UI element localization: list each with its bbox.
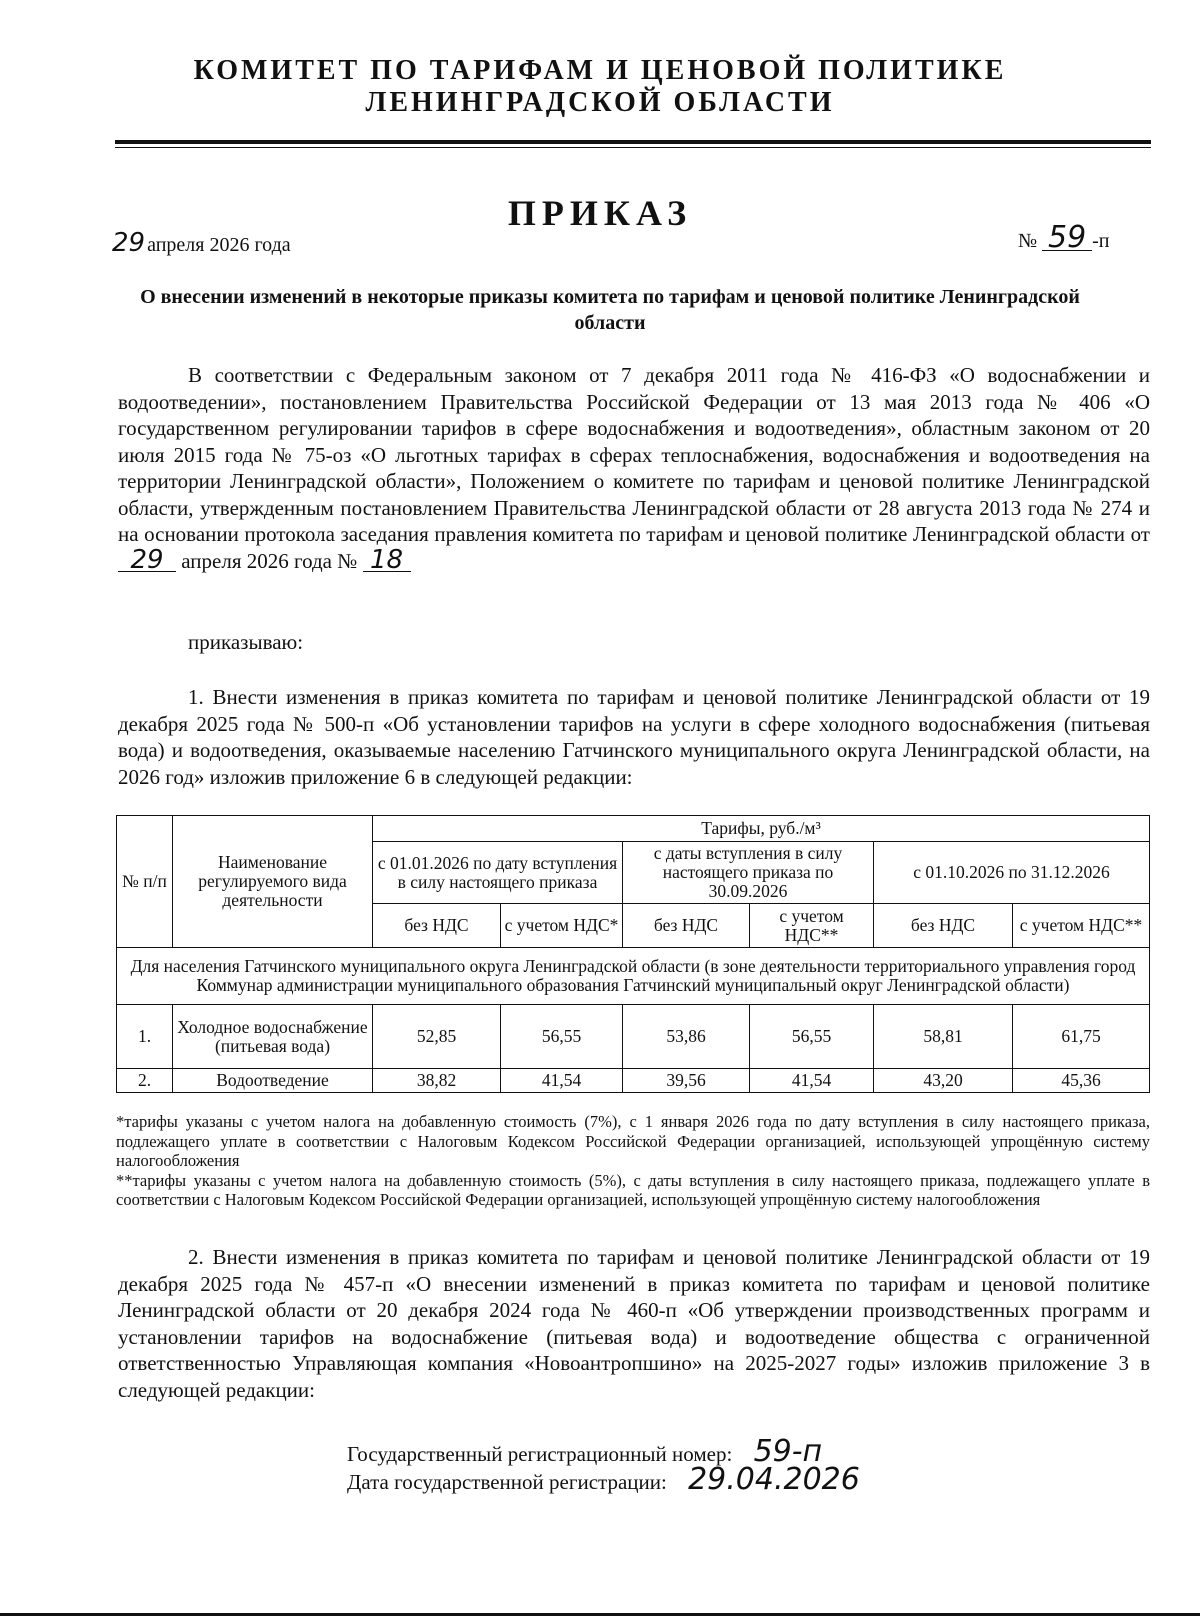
table-footnotes [116,1112,1150,1210]
tariff-value: 58,81 [874,1005,1013,1069]
registration-number-label: Государственный регистрационный номер: [347,1442,733,1466]
table-row [117,1069,1150,1093]
period-3: с 01.10.2026 по 31.12.2026 [874,842,1150,904]
protocol-day: 29 [118,549,176,572]
preamble-text: В соответствии с Федеральным законом от 7 декабря 2011 года № 416-ФЗ «О водоснабжении и водоотведении», постановлением Правительства Российской Федерации от 13 мая 2013 года № 406 «О государственном регулировании тарифов в сфере водоснабжения и водоотведения», областным законом от 20 июля 2015 года № 75-оз «О льготных тарифах в сферах теплоснабжения, водоснабжения и водоотведения на территории Ленинградской области», Положением о комитете по тарифам и ценовой политике Ленинградской области, утвержденным постановлением Правительства Ленинградской области от 28 августа 2013 года № 274 и на основании протокола заседания правления комитета по тарифам и ценовой политике Ленинградской области от [118,363,1150,546]
registration-number-value: 59-п [753,1434,823,1469]
row-activity: Водоотведение [173,1069,373,1093]
table-row [117,1005,1150,1069]
tariff-value: 43,20 [874,1069,1013,1093]
tariff-value: 41,54 [750,1069,874,1093]
order-date-rest: апреля 2026 года [147,234,291,256]
row-activity: Холодное водоснабжение (питьевая вода) [173,1005,373,1069]
tariff-value: 45,36 [1013,1069,1150,1093]
protocol-number: 18 [363,549,411,572]
order-number-suffix: -п [1092,230,1110,252]
subheader-cell: без НДС [623,904,750,948]
item2-paragraph: 2. Внести изменения в приказ комитета по тарифам и ценовой политике Ленинградской области от 19 декабря 2025 года № 457-п «О внесении изменений в приказ комитета по тарифам и ценовой политике Ленинградской области от 20 декабря 2024 года № 460-п «Об утверждении производственных программ и установлении тарифов на водоснабжение (питьевая вода) и водоотведение общества с ограниченной ответственностью Управляющая компания «Новоантропшино» на 2025-2027 годы» изложив приложение 3 в следующей редакции: [118,1245,1150,1402]
header-rule-thin [115,147,1151,148]
tariff-value: 56,55 [501,1005,623,1069]
protocol-mid: апреля 2026 года № [181,548,358,573]
order-number [1018,220,1110,255]
order-date [112,228,291,258]
order-date-day: 29 [112,228,146,258]
footnote-vat-5: **тарифы указаны с учетом налога на добавленную стоимость (5%), с даты вступления в силу настоящего приказа, подлежащего уплате в соответствии с Налоговым Кодексом Российской Федерации организацией, использующей упрощённую систему налогообложения [116,1170,1150,1209]
header-rule-thick [115,140,1151,144]
tariff-value: 56,55 [750,1005,874,1069]
tariff-value: 41,54 [501,1069,623,1093]
subheader-cell: без НДС [373,904,501,948]
tariff-value: 38,82 [373,1069,501,1093]
org-name-line1: КОМИТЕТ ПО ТАРИФАМ И ЦЕНОВОЙ ПОЛИТИКЕ [193,55,1007,86]
row-num: 1. [117,1005,173,1069]
org-name-line2: ЛЕНИНГРАДСКОЙ ОБЛАСТИ [365,87,835,118]
period-2: с даты вступления в силу настоящего приказа по 30.09.2026 [623,842,874,904]
subheader-cell: с учетом НДС* [501,904,623,948]
scan-bottom-edge [0,1613,1200,1616]
subheader-cell: с учетом НДС** [750,904,874,948]
order-title: ПРИКАЗ [507,193,693,233]
tariff-value: 61,75 [1013,1005,1150,1069]
item1-paragraph: 1. Внести изменения в приказ комитета по тарифам и ценовой политике Ленинградской области от 19 декабря 2025 года № 500-п «Об установлении тарифов на услуги в сфере холодного водоснабжения (питьевая вода) и водоотведения, оказываемые населению Гатчинского муниципального округа Ленинградской области, на 2026 год» изложив приложение 6 в следующей редакции: [118,685,1150,789]
registration-date [347,1462,860,1497]
group-row: Для населения Гатчинского муниципального округа Ленинградской области (в зоне деятельности территориального управления город Коммунар администрации муниципального образования Гатчинский муниципальный округ Ленинградской области) [117,948,1150,1005]
order-subject: О внесении изменений в некоторые приказы комитета по тарифам и ценовой политике Ленинградской области [140,286,1080,334]
header-activity: Наименование регулируемого вида деятельности [173,816,373,948]
subheader-cell: с учетом НДС** [1013,904,1150,948]
header-tariffs: Тарифы, руб./м³ [373,816,1150,842]
tariff-table [116,815,1150,1093]
order-number-value: 59 [1042,226,1092,251]
order-number-prefix: № [1018,230,1038,252]
header-num: № п/п [117,816,173,948]
preamble-paragraph [118,362,1150,574]
subheader-cell: без НДС [874,904,1013,948]
row-num: 2. [117,1069,173,1093]
tariff-value: 52,85 [373,1005,501,1069]
tariff-value: 39,56 [623,1069,750,1093]
footnote-vat-7: *тарифы указаны с учетом налога на добавленную стоимость (7%), с 1 января 2026 года по дату вступления в силу настоящего приказа, подлежащего уплате в соответствии с Налоговым Кодексом Российской Федерации организацией, использующей упрощённую систему налогообложения [116,1112,1150,1170]
decree-word: приказываю: [188,630,304,654]
tariff-value: 53,86 [623,1005,750,1069]
registration-date-label: Дата государственной регистрации: [347,1470,667,1494]
period-1: с 01.01.2026 по дату вступления в силу настоящего приказа [373,842,623,904]
registration-date-value: 29.04.2026 [688,1462,860,1497]
